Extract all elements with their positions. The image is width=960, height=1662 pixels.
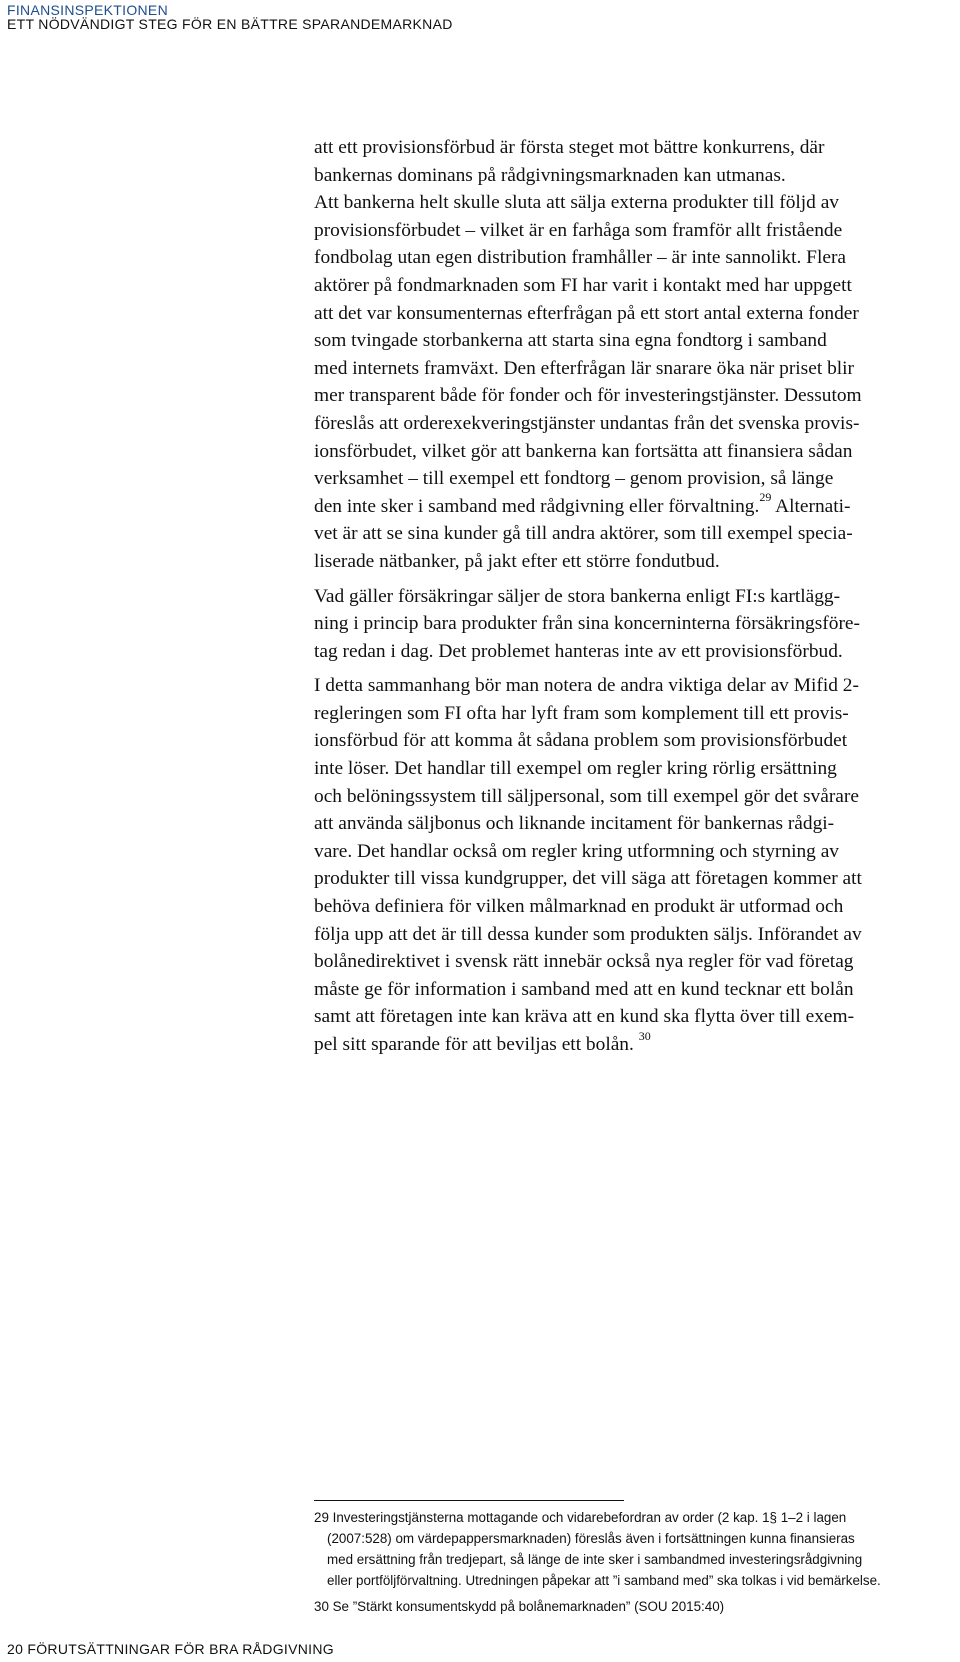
paragraph-line: pel sitt sparande för att beviljas ett bolån. bbox=[314, 1034, 634, 1055]
page-footer: 20 FÖRUTSÄTTNINGAR FÖR BRA RÅDGIVNING bbox=[7, 1641, 334, 1657]
footnote-line: 30 Se ”Stärkt konsumentskydd på bolånemarknaden” (SOU 2015:40) bbox=[314, 1599, 725, 1614]
paragraph-line: bolånedirektivet i svensk rätt innebär också nya regler för vad företag bbox=[314, 951, 854, 973]
paragraph-line: att det var konsumenternas efterfrågan på ett stort antal externa fonder bbox=[314, 302, 859, 324]
footnote-ref-29[interactable]: 29 bbox=[759, 490, 772, 505]
paragraph-line: att ett provisionsförbud är första steget mot bättre konkurrens, där bbox=[314, 137, 825, 158]
paragraph-line: aktörer på fondmarknaden som FI har varit i kontakt med har uppgett bbox=[314, 274, 852, 296]
footnote-29 bbox=[314, 1507, 960, 1591]
paragraph-line: föreslås att orderexekveringstjänster undantas från det svenska provis- bbox=[314, 412, 860, 434]
paragraph-1 bbox=[314, 134, 960, 576]
paragraph-line: att använda säljbonus och liknande incitament för bankernas rådgi- bbox=[314, 813, 835, 835]
paragraph-line: fondbolag utan egen distribution framhåller – är inte sannolikt. Flera bbox=[314, 247, 847, 269]
paragraph-line: Vad gäller försäkringar säljer de stora bankerna enligt FI:s kartlägg- bbox=[314, 585, 841, 607]
paragraph-line: vare. Det handlar också om regler kring utformning och styrning av bbox=[314, 840, 840, 862]
paragraph-3 bbox=[314, 672, 960, 1058]
body-text bbox=[314, 134, 960, 1066]
paragraph-line: I detta sammanhang bör man notera de andra viktiga delar av Mifid 2- bbox=[314, 675, 859, 697]
footnote-line: med ersättning från tredjepart, så länge de inte sker i sambandmed investeringsrådgivning bbox=[327, 1552, 863, 1567]
paragraph-2 bbox=[314, 583, 960, 666]
paragraph-line: behöva definiera för vilken målmarknad en produkt är utformad och bbox=[314, 896, 844, 918]
header-org: FINANSINSPEKTIONEN bbox=[7, 2, 168, 18]
footnote-line: (2007:528) om värdepappersmarknaden) föreslås även i fortsättningen kunna finansieras bbox=[327, 1531, 855, 1546]
paragraph-line: samt att företagen inte kan kräva att en kund ska flytta över till exem- bbox=[314, 1006, 855, 1028]
paragraph-line: som tvingade storbankerna att starta sina egna fondtorg i samband bbox=[314, 330, 827, 352]
footnote-ref-30[interactable]: 30 bbox=[638, 1028, 651, 1043]
paragraph-line: inte löser. Det handlar till exempel om regler kring rörlig ersättning bbox=[314, 758, 837, 780]
paragraph-line: produkter till vissa kundgrupper, det vill säga att företagen kommer att bbox=[314, 868, 862, 890]
paragraph-line: mer transparent både för fonder och för investeringstjänster. Dessutom bbox=[314, 385, 862, 407]
paragraph-line: verksamhet – till exempel ett fondtorg – genom provision, så länge bbox=[314, 468, 834, 490]
paragraph-line: ning i princip bara produkter från sina koncerninterna försäkringsföre- bbox=[314, 613, 860, 635]
paragraph-line: den inte sker i samband med rådgivning eller förvaltning. bbox=[314, 495, 760, 517]
paragraph-line: provisionsförbudet – vilket är en farhåga som framför allt fristående bbox=[314, 219, 843, 241]
footnotes bbox=[314, 1507, 960, 1622]
header-doc-title: ETT NÖDVÄNDIGT STEG FÖR EN BÄTTRE SPARANDEMARKNAD bbox=[7, 16, 453, 32]
paragraph-line: vet är att se sina kunder gå till andra aktörer, som till exempel specia- bbox=[314, 523, 853, 545]
footnote-line: 29 Investeringstjänsterna mottagande och vidarebefordran av order (2 kap. 1§ 1–2 i lagen bbox=[314, 1510, 847, 1525]
footnote-30 bbox=[314, 1596, 960, 1617]
paragraph-line: tag redan i dag. Det problemet hanteras inte av ett provisionsförbud. bbox=[314, 640, 843, 662]
footnote-line: eller portföljförvaltning. Utredningen påpekar att ”i samband med” ska tolkas i vid bemärkelse. bbox=[327, 1573, 881, 1588]
paragraph-line: regleringen som FI ofta har lyft fram som komplement till ett provis- bbox=[314, 702, 849, 724]
paragraph-line: ionsförbudet, vilket gör att bankerna kan fortsätta att finansiera sådan bbox=[314, 440, 853, 462]
footnote-divider bbox=[314, 1500, 624, 1501]
paragraph-line: Alternati- bbox=[771, 495, 851, 517]
paragraph-line: bankernas dominans på rådgivningsmarknaden kan utmanas. bbox=[314, 164, 786, 186]
paragraph-line: med internets framväxt. Den efterfrågan lär snarare öka när priset blir bbox=[314, 357, 854, 379]
paragraph-line: liserade nätbanker, på jakt efter ett större fondutbud. bbox=[314, 550, 720, 572]
paragraph-line: och belöningssystem till säljpersonal, som till exempel gör det svårare bbox=[314, 785, 859, 807]
paragraph-line: Att bankerna helt skulle sluta att sälja externa produkter till följd av bbox=[314, 192, 840, 214]
paragraph-line: måste ge för information i samband med att en kund tecknar ett bolån bbox=[314, 978, 854, 1000]
paragraph-line: följa upp att det är till dessa kunder som produkten säljs. Införandet av bbox=[314, 923, 862, 945]
paragraph-line: ionsförbud för att komma åt sådana problem som provisionsförbudet bbox=[314, 730, 848, 752]
